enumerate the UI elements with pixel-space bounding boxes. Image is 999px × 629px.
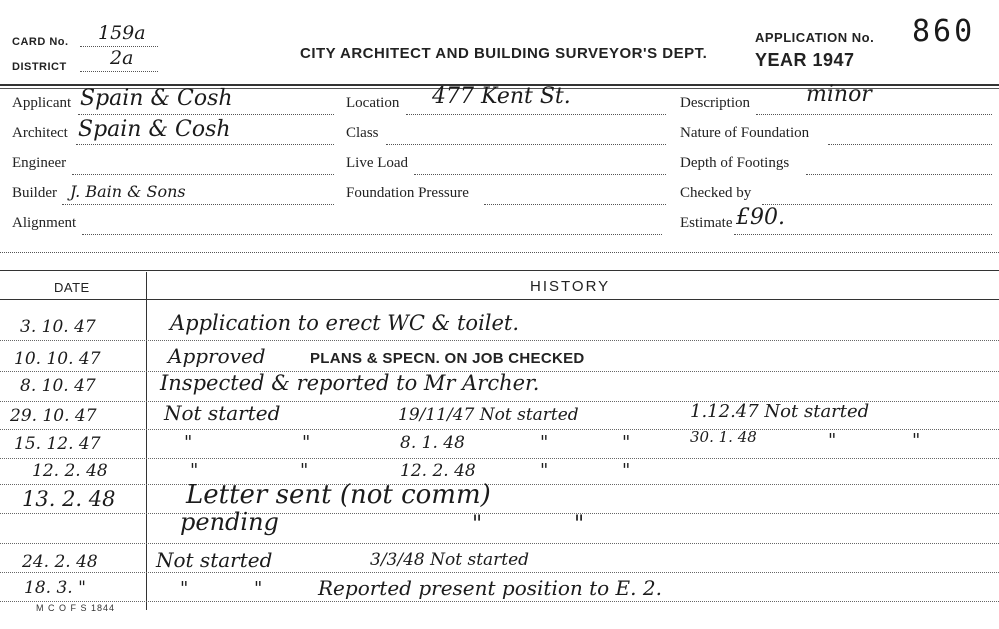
- district-label: DISTRICT: [12, 61, 67, 73]
- application-number: 860: [912, 14, 976, 49]
- row-6-ditto-3: ": [540, 460, 549, 481]
- row-5-ditto-3: ": [540, 432, 549, 453]
- row-5-date-2: 8. 1. 48: [400, 433, 465, 453]
- row-7-date: 13. 2. 48: [22, 487, 116, 511]
- applicant-value: Spain & Cosh: [80, 86, 233, 111]
- row-4-history-a: Not started: [164, 401, 281, 425]
- department-title: CITY ARCHITECT AND BUILDING SURVEYOR'S DEPT.: [300, 45, 708, 62]
- row-5-date-3: 30. 1. 48: [690, 428, 757, 446]
- row-6-ditto-1: ": [190, 460, 199, 481]
- row-8-date: 24. 2. 48: [22, 552, 98, 572]
- row-9-ditto-2: ": [254, 578, 263, 599]
- estimate-label: Estimate: [680, 215, 733, 231]
- row-5-ditto-1: ": [184, 432, 193, 453]
- applicant-label: Applicant: [12, 95, 72, 111]
- row-5-date: 15. 12. 47: [14, 434, 101, 454]
- row-7-ditto-1: ": [472, 512, 483, 537]
- row-9-ditto-1: ": [180, 578, 189, 599]
- row-6-ditto-2: ": [300, 460, 309, 481]
- checked-by-label: Checked by: [680, 185, 752, 201]
- depth-of-footings-label: Depth of Footings: [680, 155, 790, 171]
- builder-label: Builder: [12, 185, 57, 201]
- row-6-date: 12. 2. 48: [32, 461, 108, 481]
- architect-value: Spain & Cosh: [78, 117, 231, 142]
- foundation-pressure-label: Foundation Pressure: [346, 185, 469, 201]
- description-value: minor: [806, 82, 872, 107]
- row-7-history-letter: Letter sent (not comm): [186, 480, 491, 510]
- card-no-label: CARD No.: [12, 36, 69, 48]
- engineer-label: Engineer: [12, 155, 67, 171]
- row-8-history-b: 3/3/48 Not started: [370, 550, 530, 570]
- year-label: YEAR 1947: [755, 50, 855, 70]
- description-label: Description: [680, 95, 750, 111]
- live-load-label: Live Load: [346, 155, 409, 171]
- row-7-ditto-2: ": [574, 512, 585, 537]
- row-4-history-b: 19/11/47 Not started: [398, 405, 579, 425]
- row-6-ditto-4: ": [622, 460, 631, 481]
- row-6-date-2: 12. 2. 48: [400, 461, 476, 481]
- builder-value: J. Bain & Sons: [70, 182, 186, 201]
- row-2-history-stamp: PLANS & SPECN. ON JOB CHECKED: [310, 350, 585, 367]
- date-column-header: DATE: [54, 280, 90, 295]
- class-label: Class: [346, 125, 379, 141]
- application-label: APPLICATION No.: [755, 30, 875, 45]
- row-5-ditto-4: ": [622, 432, 631, 453]
- row-5-ditto-5: ": [828, 430, 837, 451]
- location-label: Location: [346, 95, 400, 111]
- row-4-history-c: 1.12.47 Not started: [690, 401, 870, 422]
- nature-of-foundation-label: Nature of Foundation: [680, 125, 810, 141]
- row-1-date: 3. 10. 47: [20, 317, 96, 337]
- row-5-ditto-2: ": [302, 432, 311, 453]
- form-code: M C O F S 1844: [36, 603, 116, 613]
- row-9-history: Reported present position to E. 2.: [318, 576, 662, 600]
- row-7-history-pending: pending: [180, 508, 279, 536]
- location-value: 477 Kent St.: [432, 84, 571, 109]
- row-9-date: 18. 3. ": [24, 578, 86, 598]
- row-3-date: 8. 10. 47: [20, 376, 96, 396]
- row-3-history: Inspected & reported to Mr Archer.: [160, 371, 540, 395]
- history-column-header: HISTORY: [530, 278, 611, 295]
- row-1-history: Application to erect WC & toilet.: [170, 311, 520, 335]
- architect-label: Architect: [12, 125, 68, 141]
- district-value: 2a: [110, 47, 134, 69]
- estimate-value: £90.: [736, 205, 785, 230]
- row-8-history-a: Not started: [156, 548, 273, 572]
- alignment-label: Alignment: [12, 215, 77, 231]
- row-5-ditto-6: ": [912, 430, 921, 451]
- row-2-date: 10. 10. 47: [14, 349, 101, 369]
- row-4-date: 29. 10. 47: [10, 406, 97, 426]
- card-no-value: 159a: [98, 22, 146, 44]
- row-2-history-approved: Approved: [168, 344, 266, 368]
